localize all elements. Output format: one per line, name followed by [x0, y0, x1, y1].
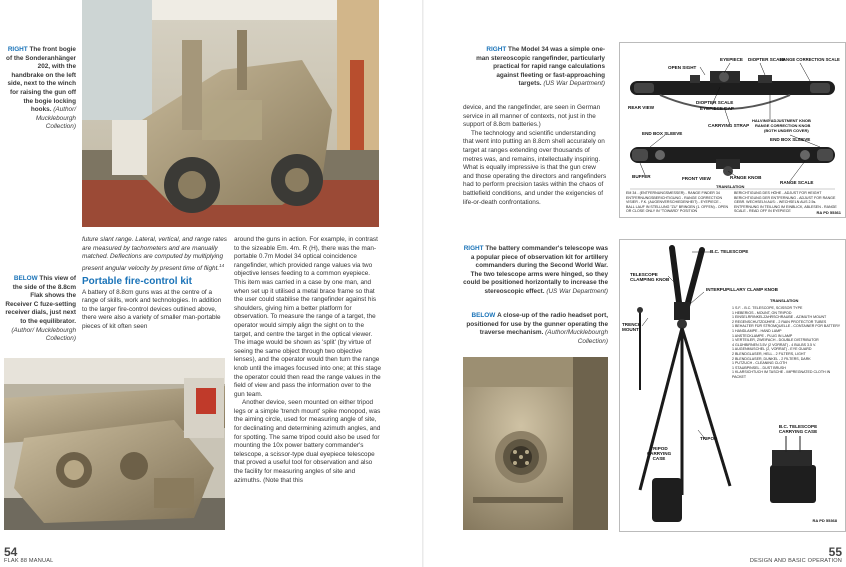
label-range-correction-knob: RANGE CORRECTION KNOB — [755, 123, 811, 128]
text-column-3 — [463, 104, 608, 207]
translation-text-left: EM 34 - (ENTFERNUNGSMESSER) - RANGE FINDER 34 ENTFERNUNGSBERICHTIGUNG - RANGE CORRECTION VISIER - F.K. (AUGENVERSCHIEDENHEIT) - EYEPIECE - BALL LAUF IN STELLUNG "ZU" BRINGEN (1. OFFEN) - OPEN OR CLOSE ONLY IN "TOWARD" POSITION — [626, 191, 729, 214]
label-eyepiece-cap: EYEPIECE CAP — [700, 106, 734, 111]
translation-item: 1 HANDLAMPE - HAND LAMP — [732, 328, 782, 333]
translation-item: 1 STAUBPINSEL - DUST BRUSH — [732, 365, 786, 370]
label-eyepiece: EYEPIECE — [720, 57, 743, 62]
footnote-ref: 14 — [219, 262, 225, 268]
label-translation-2: TRANSLATION — [770, 298, 799, 303]
label-telescope-clamping-knob: TELESCOPE CLAMPING KNOB — [630, 272, 670, 283]
col1-intro-text: future slant range. Lateral, vertical, and range rates are measured by tachometers and are manually matched. Deflections are computed by multiplying present angular velocity by present time of flight. — [82, 236, 227, 272]
label-both-under-cover: (BOTH UNDER COVER) — [764, 128, 809, 133]
translation-item: 1 HEBERIOS - MOUNT, ON TRIPOD — [732, 310, 792, 315]
translation-item: 1 KLARSICHTUCH IM TASCHE - IMPREGNATED CLOTH IN PACKET — [732, 370, 831, 379]
label-open-sight: OPEN SIGHT — [668, 65, 697, 70]
label-front-view: FRONT VIEW — [682, 176, 711, 181]
translation-item: 4 GLÜHBIRNEN 3.5V (2 VORRAT) - 4 BULBS 3.5 V. — [732, 342, 817, 347]
translation-item: 2 REGENSCHUTZDÜHRE - 2 RAIN PROTECTOR TUBES — [732, 319, 827, 324]
label-rear-view: REAR VIEW — [628, 105, 655, 110]
col3-paragraph-1: device, and the rangefinder, are seen in German service in all manner of contexts, not just in the support of 8.8cm batteries.) — [463, 104, 601, 129]
translation-item: 1 ANSTECKLAMPE - PLUG IN LAMP — [732, 333, 793, 338]
translation-item: 1 EINSELRRINKELZAHRSCHRAUBE - AZIMUTH MOUNT — [732, 315, 827, 320]
label-trench-mount: TRENCH MOUNT — [622, 322, 642, 333]
translation-item: 2 BLENDGLASER, HELL - 2 FILTERS, LIGHT — [732, 351, 806, 356]
label-range-scale: RANGE SCALE — [780, 180, 814, 185]
translation-item: 1 AUGENMUSCHEL (2, VORRAT) - EYE GUARD — [732, 347, 812, 352]
label-range-correction-scale: RANGE CORRECTION SCALE — [780, 57, 840, 62]
photo-headset-port — [463, 357, 608, 530]
label-carrying-strap: CARRYING STRAP — [708, 123, 750, 128]
caption-model34: RIGHT The Model 34 was a simple one-man stereoscopic rangefinder, particularly practical for rapid range calculations against fleeting or fast-approaching targets. (US War Department) — [476, 46, 605, 88]
label-range-knob: RANGE KNOB — [730, 175, 762, 180]
label-bc-telescope: B.C. TELESCOPE — [710, 249, 749, 254]
running-footer-left: FLAK 88 MANUAL — [4, 558, 54, 564]
label-diopter-scale-top: DIOPTER SCALE — [748, 57, 786, 62]
caption-headset-port: BELOW A close-up of the radio headset port, positioned for use by the gunner operating the traverse mechanism. (Author/Mucklebourgh Collection) — [466, 312, 608, 345]
photo-receiver-dials — [4, 358, 225, 530]
diagram1-reference: RA PD 55361 — [816, 210, 841, 215]
translation-item: 2 BLENDGLASER, DUNKEL - 2 FILTERS, DARK — [732, 356, 811, 361]
photo-front-bogie — [82, 0, 379, 227]
label-tripod-carrying-case: TRIPOD CARRYING CASE — [646, 446, 672, 462]
translation-list — [732, 306, 842, 380]
label-buffer: BUFFER — [632, 174, 651, 179]
diagram-bc-telescope — [619, 239, 846, 532]
caption-front-bogie: RIGHT The front bogie of the Sonderanhänger 202, with the handbrake on the left side, next to the winch for raising the gun off the bogie locking hooks. (Author/ Mucklebourgh Collection) — [6, 46, 76, 131]
translation-item: 1 BEHALTER FÜR STROMQUELLE - CONTAINER FOR BATTERY — [732, 324, 841, 329]
text-column-1 — [82, 236, 228, 331]
col3-paragraph-2: The technology and scientific understanding that went into putting an 8.8cm shell accurately on target at ranges extending over thousands of metres was, and remains, intellectually inspiring. What is equally impressive is that the gun crew and those operating the directors and rangefinders had to perform precision tasks within the chaos of battlefield conditions, and under the exigencies of life-or-death confrontations. — [463, 129, 607, 206]
translation-item: 1 PUTZUCH - CLEANING CLOTH — [732, 361, 787, 366]
text-column-2 — [234, 236, 382, 485]
label-tripod: TRIPOD — [700, 436, 718, 441]
translation-item: 1 S.F. - B.C. TELESCOPE, SCISSOR TYPE — [732, 306, 803, 310]
caption-receiver-dials: BELOW This view of the side of the 8.8cm Flak shows the Receiver C fuze-setting receiver dials, just next to the equilibrator. (Author/ Mucklebourgh Collection) — [5, 275, 76, 343]
diagram-model34-rangefinder — [619, 42, 846, 218]
label-interpupillary-knob: INTERPUPILLARY CLAMP KNOB — [706, 287, 778, 292]
translation-item: 1 VERTEILER, ZWEIFACH - DOUBLE DISTRIBUTOR — [732, 338, 819, 343]
right-page — [423, 0, 846, 567]
page-number-left: 54 — [4, 545, 18, 559]
label-diopter-scale: DIOPTER SCALE — [696, 100, 734, 105]
label-translation-1: TRANSLATION — [716, 184, 745, 189]
caption-bc-telescope: RIGHT The battery commander's telescope was a popular piece of observation kit for artillery commanders during the Second World War. The two telescope arms were hinged, so they could be positioned horizontally to increase the stereoscopic effect. (US War Department) — [463, 245, 608, 295]
subheading-portable-kit: Portable fire-control kit — [82, 275, 193, 287]
label-end-box-sleeve-right: END BOX SLEEVE — [770, 137, 811, 142]
label-halving-knob: HALVING ADJUSTMENT KNOB — [752, 118, 811, 123]
label-bc-carrying-case: B.C. TELESCOPE CARRYING CASE — [778, 424, 818, 435]
translation-text-right: BERICHTIGUNG DES HÖHE - ADJUST FOR HEIGHT BERICHTIGUNG DER ENTFERNUNG - ADJUST FOR RANGE GEBR. WECHSELN AUS: - WECHSELN AUS 2.5s. ENTFERNUNG IN TEILUNG IM EINBLICK, ABLESEN - RANGE SCALE - READ OFF IN EYEPIECE — [734, 191, 837, 214]
page-number-right: 55 — [828, 545, 842, 559]
diagram2-reference: RA PD 55368 — [812, 518, 837, 523]
col1-body-text: A battery of 8.8cm guns was at the centre of a range of skills, work and technologies. In addition to the larger fire-control devices outlined above, there were also a variety of smaller man-portable pieces of kit often seen — [82, 288, 222, 330]
running-footer-right: DESIGN AND BASIC OPERATION — [749, 558, 842, 564]
label-end-box-sleeve-left: END BOX SLEEVE — [642, 131, 683, 136]
col2-paragraph-1: around the guns in action. For example, in contrast to the sizeable Em. 4m. R (H), there was the man-portable 0.7m Model 34 optical coincidence rangefinder, which provided range values via two objective lenses feeding to a common eyepiece. This item was carried in a case by one man, and when set up it utilised a metal brace frame so that the user could stabilise the rangefinder against his shoulders, giving him a better platform for observation. To measure the range of a target, the operator would simply align the sight on to the target, and centre the target in the optical viewer. The image would be shown as 'split' (by virtue of seeing the same object through two objective lenses), and the operator would then turn the range knob until the images focused into one; at this stage the operator could then read the range values in the field of view and pass the information over to the gun team. — [234, 236, 382, 398]
col2-paragraph-2: Another device, seen mounted on either tripod legs or a simple 'trench mount' spike monopod, was the aiming circle, used for measuring angle of site, for declinating and determining azimuth angles, and for spotting. The same tripod could also be used for mounting the 10x power battery commander's telescope, a scissor-type dual eyepiece telescope that proved a useful tool for observation and also the facility for measuring angles of site and azimuths. (Note that this — [234, 399, 381, 484]
